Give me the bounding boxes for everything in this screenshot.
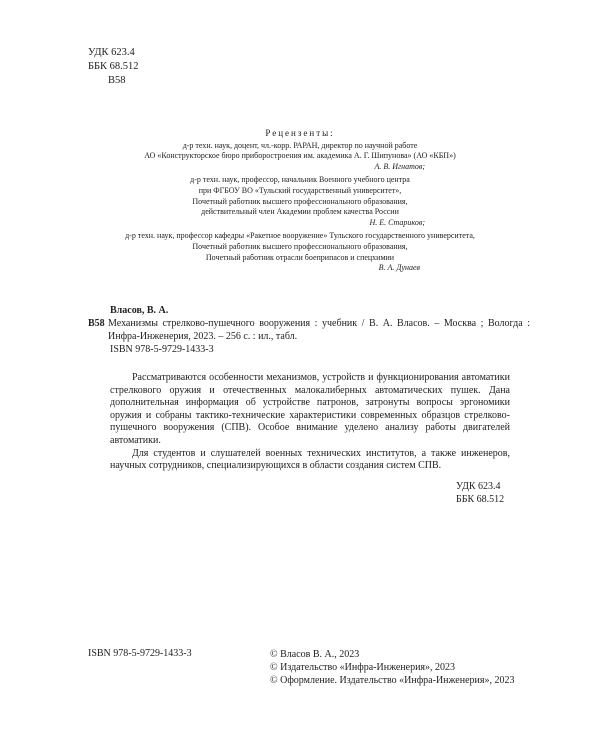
bibliographic-code: В58	[88, 318, 105, 329]
bibliographic-row	[90, 317, 530, 343]
bbk-code: ББК 68.512	[88, 61, 139, 72]
annotation-paragraph-1: Рассматриваются особенности механизмов, устройств и функционирования автоматики стрелкового оружия и отечественных малокалиберных автоматических пушек. Дана дополнительная информация об устройстве патронов, затронуты вопросы эргономики оружия и собраны тактико-технические характеристики современных образцов стрелково-пушечного вооружения (СПВ). Особое внимание уделено анализу работы двигателей автоматики.	[110, 372, 510, 446]
reviewer-2-line-1: д-р техн. наук, профессор, начальник Военного учебного центра	[190, 175, 410, 185]
reviewer-2-line-2: при ФГБОУ ВО «Тульский государственный университет»,	[198, 185, 402, 195]
bbk-code-right: ББК 68.512	[456, 494, 505, 505]
reviewer-3-line-2: Почетный работник высшего профессионального образования,	[192, 241, 408, 251]
copyright-author: © Власов В. А., 2023	[270, 649, 360, 660]
author-mark-code: В58	[108, 75, 126, 86]
annotation-paragraph-2: Для студентов и слушателей военных технических институтов, а также инженеров, научных сотрудников, специализирующихся в области создания систем СПВ.	[110, 447, 510, 472]
reviewers-block	[70, 128, 530, 277]
udk-code: УДК 623.4	[88, 47, 135, 58]
annotation	[110, 372, 510, 473]
reviewer-2-line-4: действительный член Академии проблем качества России	[201, 207, 399, 217]
copyright-design: © Оформление. Издательство «Инфра-Инженерия», 2023	[270, 675, 515, 686]
reviewer-3-name: В. А. Дунаев	[378, 263, 420, 273]
footer-isbn: ISBN 978-5-9729-1433-3	[88, 648, 192, 659]
reviewer-1-line-2: АО «Конструкторское бюро приборостроения им. академика А. Г. Шипунова» (АО «КБП»)	[144, 151, 456, 161]
classification-codes-right	[456, 480, 504, 506]
bibliographic-description: Механизмы стрелково-пушечного вооружения : учебник / В. А. Власов. – Москва ; Вологда : Инфра-Инженерия, 2023. – 256 с. : ил., табл.	[108, 318, 530, 342]
reviewer-2-line-3: Почетный работник высшего профессионального образования,	[192, 196, 408, 206]
reviewers-heading: Рецензенты:	[265, 128, 335, 138]
classification-codes	[88, 46, 139, 88]
reviewer-3-line-3: Почетный работник отрасли боеприпасов и спецхимии	[205, 252, 395, 262]
bibliographic-isbn: ISBN 978-5-9729-1433-3	[110, 344, 214, 355]
copyright-block	[270, 648, 514, 687]
reviewer-2-name: Н. Е. Стариков;	[369, 217, 425, 227]
reviewer-1-line-1: д-р техн. наук, доцент, чл.-корр. РАРАН, директор по научной работе	[182, 140, 418, 150]
reviewer-1-name: А. В. Игнатов;	[374, 161, 425, 171]
udk-code-right: УДК 623.4	[456, 481, 501, 492]
author-heading: Власов, В. А.	[110, 305, 169, 316]
reviewer-3-line-1: д-р техн. наук, профессор кафедры «Ракетное вооружение» Тульского государственного университета,	[125, 231, 475, 241]
copyright-publisher: © Издательство «Инфра-Инженерия», 2023	[270, 662, 456, 673]
bibliographic-record	[90, 304, 530, 356]
